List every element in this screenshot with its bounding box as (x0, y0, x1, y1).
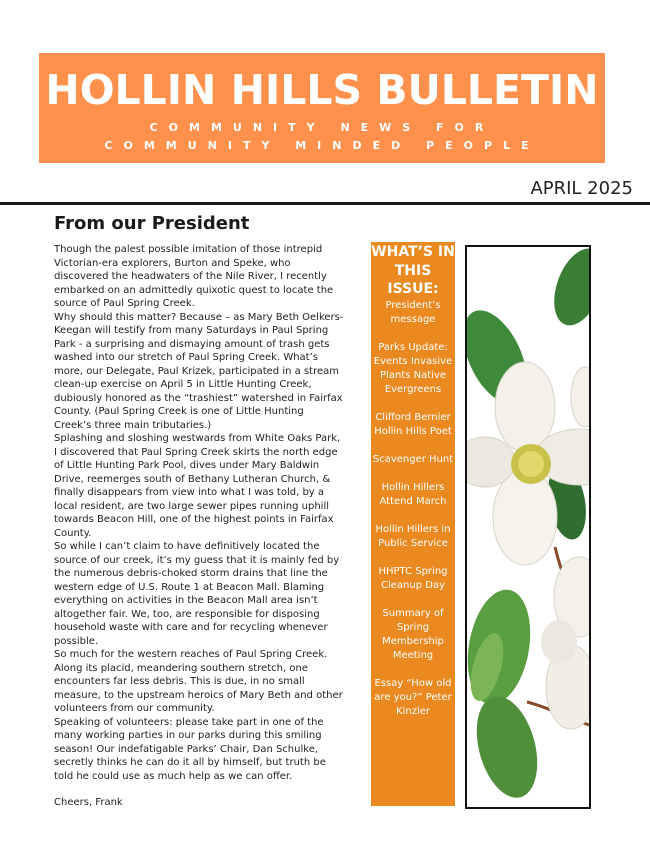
article-heading: From our President (54, 213, 250, 234)
sidebar-item-membership-meeting: Summary of Spring Membership Meeting (382, 607, 444, 661)
issue-date: APRIL 2025 (530, 178, 633, 199)
president-article (54, 243, 344, 810)
article-signoff: Cheers, Frank (54, 797, 123, 808)
article-paragraph: So much for the western reaches of Paul Spring Creek. Along its placid, meandering southern stretch, one encounters far less debris. This is due, in no small measure, to the upstream heroics of Mary Beth and other volunteers from our community. (54, 649, 343, 714)
masthead-banner (39, 53, 605, 163)
article-paragraph: Splashing and sloshing westwards from White Oaks Park, I discovered that Paul Spring Creek skirts the north edge of Little Hunting Park Pool, dives under Mary Baldwin Drive, reemerges south of Bethany Lutheran Church, & finally disappears from view into what I was told, by a local resident, are two large sewer pipes running uphill towards Beacon Hill, one of the highest points in Fairfax County. (54, 433, 341, 539)
article-paragraph: Why should this matter? Because – as Mary Beth Oelkers-Keegan will testify from many Saturdays in Paul Spring Park - a surprising and dismaying amount of trash gets washed into our stretch of Paul Spring Creek. What’s more, our Delegate, Paul Krizek, participated in a stream clean-up exercise on April 5 in Little Hunting Creek, dubiously honored as the “trashiest” watershed in Fairfax County. (Paul Spring Creek is one of Little Hunting Creek’s three main tributaries.) (54, 311, 344, 431)
dogwood-flower-illustration-icon (465, 245, 591, 809)
in-this-issue-sidebar (371, 242, 455, 806)
header-divider (0, 202, 650, 205)
tagline-line-1: COMMUNITY NEWS FOR (149, 121, 495, 134)
sidebar-list (371, 299, 455, 719)
sidebar-title: WHAT’S IN THIS ISSUE: (371, 244, 455, 297)
tagline-line-2: COMMUNITY MINDED PEOPLE (104, 139, 540, 152)
sidebar-item-public-service: Hollin Hillers in Public Service (375, 523, 451, 549)
sidebar-item-march: Hollin Hillers Attend March (379, 481, 447, 507)
sidebar-item-cleanup-day: HHPTC Spring Cleanup Day (378, 565, 448, 591)
newsletter-title: HOLLIN HILLS BULLETIN (45, 66, 599, 114)
sidebar-item-presidents-message: President’s message (385, 299, 441, 325)
sidebar-item-poet: Clifford Bernier Hollin Hills Poet (374, 411, 452, 437)
article-paragraph: So while I can’t claim to have definitively located the source of our creek, it’s my guess that it is mainly fed by the numerous debris-choked storm drains that line the western edge of U.S. Route 1 at Beacon Mall. Blaming everything on activities in the Beacon Mall area isn’t altogether fair. We, too, are responsible for disposing household waste with care and for recycling whenever possible. (54, 541, 340, 647)
article-paragraph: Though the palest possible imitation of those intrepid Victorian-era explorers, Burton and Speke, who discovered the headwaters of the Nile River, I recently embarked on an admittedly quixotic quest to locate the source of Paul Spring Creek. (54, 244, 334, 309)
sidebar-item-parks-update: Parks Update: Events Invasive Plants Native Evergreens (373, 341, 453, 395)
article-paragraph: Speaking of volunteers: please take part in one of the many working parties in our parks during this smiling season! Our indefatigable Parks’ Chair, Dan Schulke, secretly thinks he can do it all by himself, but truth be told he could use as much help as we can offer. (54, 716, 326, 782)
sidebar-item-scavenger-hunt: Scavenger Hunt (372, 453, 454, 465)
sidebar-item-essay: Essay “How old are you?” Peter Kinzler (374, 677, 452, 717)
newsletter-tagline (79, 119, 565, 155)
